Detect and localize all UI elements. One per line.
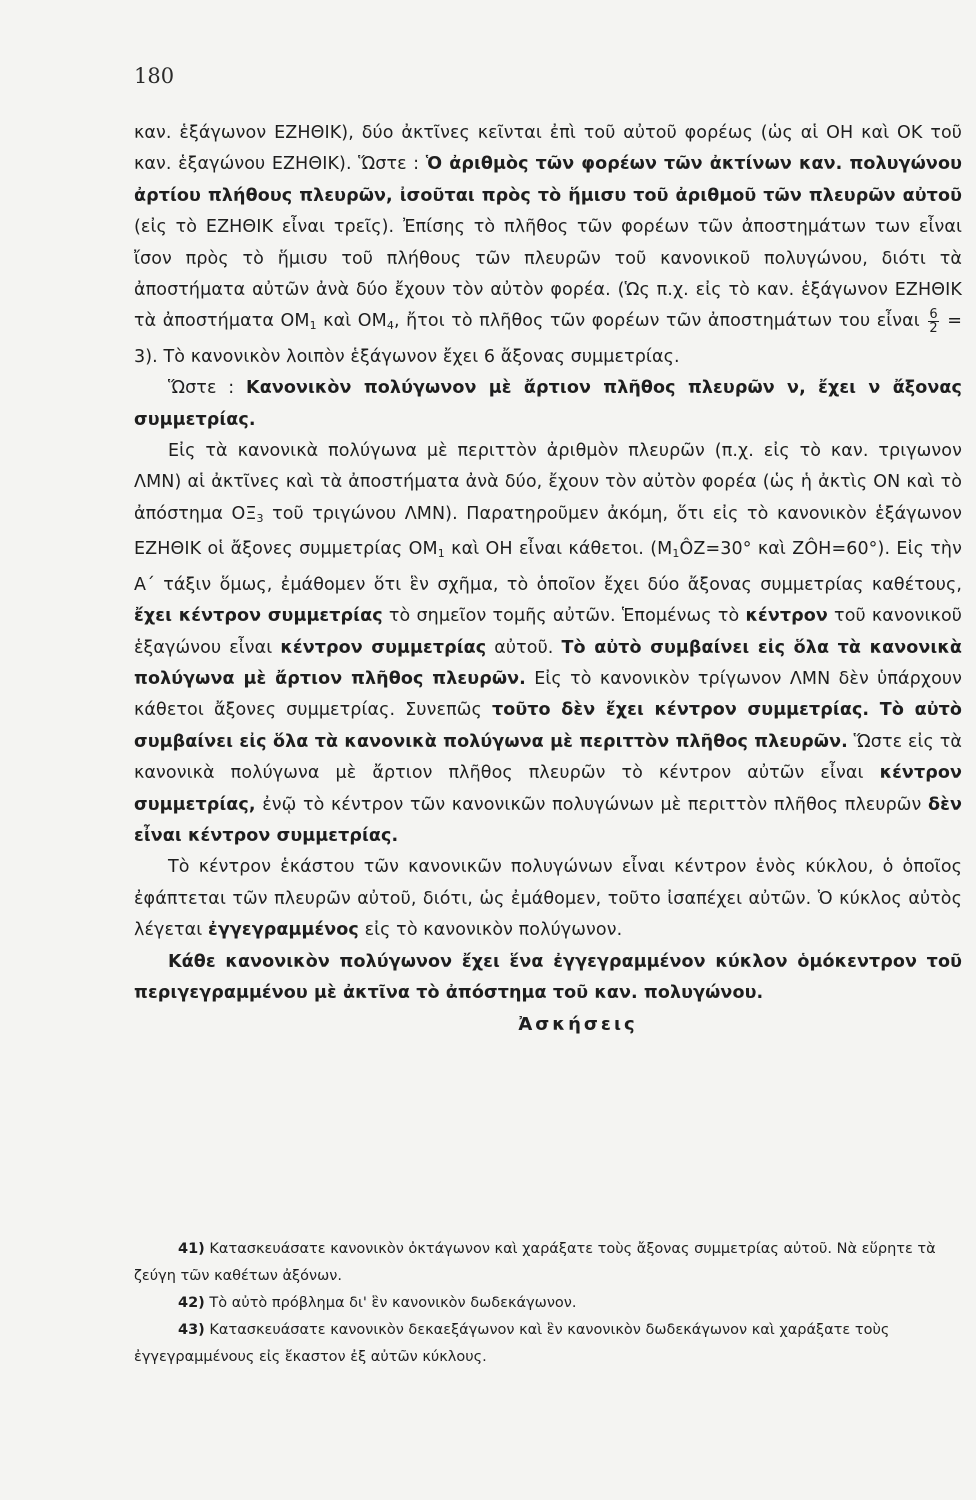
fraction-denominator: 2 (929, 320, 938, 336)
text-run: Ὥστε : (168, 378, 235, 399)
subscript: 4 (386, 319, 394, 333)
bold-statement: Ὁ ἀριθμὸς τῶν φορέων τῶν ἀκτίνων καν. πολυγώνου ἀρτίου πλήθους πλευρῶν, ἰσοῦται πρὸς τὸ ἥμισυ τοῦ ἀριθμοῦ τῶν πλευρῶν αὐτοῦ (134, 154, 962, 206)
bold-statement: κέντρον (745, 606, 828, 627)
text-run: = 3). Τὸ κανονικὸν λοιπὸν ἑξάγωνον ἔχει 6 ἄξονας συμμετρίας. (134, 311, 962, 367)
page-number: 180 (134, 64, 175, 88)
text-run: καν. ἑξάγωνον ΕΖΗΘΙΚ), δύο ἀκτῖνες κεῖνται ἐπὶ τοῦ αὐτοῦ φορέως (ὡς αἱ ΟΗ καὶ ΟΚ τοῦ καν. ἑξαγώνου ΕΖΗΘΙΚ). Ὥστε : (134, 123, 962, 175)
text-run: Τὸ κέντρον ἑκάστου τῶν κανονικῶν πολυγώνων εἶναι κέντρον ἑνὸς κύκλου, ὁ ὁποῖος ἐφάπτεται τῶν πλευρῶν αὐτοῦ, διότι, ὡς ἐμάθομεν, τοῦτο ἰσαπέχει αὐτῶν. Ὁ κύκλος αὐτὸς λέγεται (134, 857, 962, 941)
text-run: καὶ ΟΜ (316, 311, 387, 332)
bold-statement: δὲν εἶναι κέντρον συμμετρίας. (134, 794, 962, 846)
bold-statement: Τὸ αὐτὸ συμβαίνει εἰς ὅλα τὰ κανονικὰ πολύγωνα μὲ ἄρτιον πλῆθος πλευρῶν. (134, 637, 963, 689)
text-run: Ὥστε εἰς τὰ κανονικὰ πολύγωνα μὲ ἄρτιον πλῆθος πλευρῶν τὸ κέντρον αὐτῶν εἶναι (134, 731, 962, 784)
text-run: τοῦ κανονικοῦ ἑξαγώνου εἶναι (134, 606, 962, 658)
subscript: 1 (437, 547, 445, 561)
paragraph-2 (134, 373, 962, 436)
bold-statement: κέντρον συμμετρίας, (134, 763, 962, 815)
paragraph-5-theorem: Κάθε κανονικὸν πολύγωνον ἔχει ἕνα ἐγγεγραμμένον κύκλον ὁμόκεντρον τοῦ περιγεγραμμένου μὲ ἀκτῖνα τὸ ἀπόστημα τοῦ καν. πολυγώνου. (134, 951, 962, 1003)
exercise-text: Κατασκευάσατε κανονικὸν δεκαεξάγωνον καὶ ἓν κανονικὸν δωδεκάγωνον καὶ χαράξατε τοὺς ἐγγεγραμμένους εἰς ἕκαστον ἐξ αὐτῶν κύκλους. (134, 1322, 890, 1365)
bold-statement: ἐγγεγραμμένος (208, 920, 359, 941)
fraction-numerator: 6 (929, 306, 938, 322)
text-run: Εἰς τὸ κανονικὸν τρίγωνον ΛΜΝ δὲν ὑπάρχουν κάθετοι ἄξονες συμμετρίας. Συνεπῶς (134, 668, 963, 721)
paragraph-3 (134, 436, 962, 852)
body-text (134, 118, 962, 1041)
exercises-list (134, 1236, 962, 1371)
subscript: 1 (672, 547, 680, 561)
exercise-item (134, 1290, 962, 1317)
exercise-item (134, 1317, 962, 1371)
text-run: (εἰς τὸ ΕΖΗΘΙΚ εἶναι τρεῖς). Ἐπίσης τὸ πλῆθος τῶν φορέων τῶν ἀποστημάτων των εἶναι ἴσον πρὸς τὸ ἥμισυ τοῦ πλήθους τῶν πλευρῶν τοῦ κανονικοῦ πολυγώνου, διότι τὰ ἀποστήματα αὐτῶν ἀνὰ δύο ἔχουν τὸν αὐτὸν φορέα. (Ὡς π.χ. εἰς τὸ καν. ἑξάγωνον ΕΖΗΘΙΚ τὰ ἀποστήματα ΟΜ (134, 217, 962, 332)
exercise-number: 43) (178, 1322, 205, 1338)
paragraph-4 (134, 852, 962, 946)
text-run: τοῦ τριγώνου ΛΜΝ). Παρατηροῦμεν ἀκόμη, ὅτι εἰς τὸ κανονικὸν ἑξάγωνον ΕΖΗΘΙΚ οἱ ἄξονες συμμετρίας ΟΜ (134, 503, 963, 560)
exercise-text: Τὸ αὐτὸ πρόβλημα δι' ἓν κανονικὸν δωδεκάγωνον. (209, 1295, 577, 1311)
subscript: 3 (256, 511, 264, 525)
text-run: ἐνῷ τὸ κέντρον τῶν κανονικῶν πολυγώνων μὲ περιττὸν πλῆθος πλευρῶν (255, 794, 922, 815)
exercise-number: 42) (178, 1295, 205, 1311)
exercise-text: Κατασκευάσατε κανονικὸν ὀκτάγωνον καὶ χαράξατε τοὺς ἄξονας συμμετρίας αὐτοῦ. Νὰ εὕρητε τὰ ζεύγη τῶν καθέτων ἀξόνων. (134, 1241, 936, 1284)
text-run: , ἤτοι τὸ πλῆθος τῶν φορέων τῶν ἀποστημάτων του εἶναι (393, 311, 920, 332)
exercise-number: 41) (178, 1241, 205, 1257)
bold-statement: κέντρον συμμετρίας (280, 637, 487, 658)
exercises-heading: Ἀσκήσεις (518, 1014, 638, 1036)
text-run: Εἰς τὰ κανονικὰ πολύγωνα μὲ περιττὸν ἀριθμὸν πλευρῶν (π.χ. εἰς τὸ καν. τριγωνον ΛΜΝ) αἱ ἀκτῖνες καὶ τὰ ἀποστήματα ἀνὰ δύο, ἔχουν τὸν αὐτὸν φορέα (ὡς ἡ ἀκτὶς ΟΝ καὶ τὸ ἀπόστημα ΟΞ (134, 441, 962, 524)
text-run: αὐτοῦ. (486, 637, 554, 658)
bold-statement: τοῦτο δὲν ἔχει κέντρον συμμετρίας. Τὸ αὐτὸ συμβαίνει εἰς ὅλα τὰ κανονικὰ πολύγωνα μὲ περιττὸν πλῆθος πλευρῶν. (134, 700, 963, 752)
fraction (928, 308, 938, 335)
bold-statement: Κανονικὸν πολύγωνον μὲ ἄρτιον πλῆθος πλευρῶν ν, ἔχει ν ἄξονας συμμετρίας. (134, 378, 962, 430)
bold-statement: ἔχει κέντρον συμμετρίας (134, 606, 383, 627)
text-run: καὶ ΟΗ εἶναι κάθετοι. (Μ (444, 539, 673, 560)
text-run: ÔΖ=30° καὶ ΖÔΗ=60°). Εἰς τὴν Α΄ τάξιν ὅμως, ἐμάθομεν ὅτι ἓν σχῆμα, τὸ ὁποῖον ἔχει δύο ἄξονας συμμετρίας καθέτους, (134, 539, 962, 595)
paragraph-1 (134, 118, 962, 373)
text-run: εἰς τὸ κανονικὸν πολύγωνον. (358, 920, 623, 941)
text-run: τὸ σημεῖον τομῆς αὐτῶν. Ἑπομένως τὸ (382, 606, 740, 627)
exercise-item (134, 1236, 962, 1290)
subscript: 1 (309, 319, 317, 333)
